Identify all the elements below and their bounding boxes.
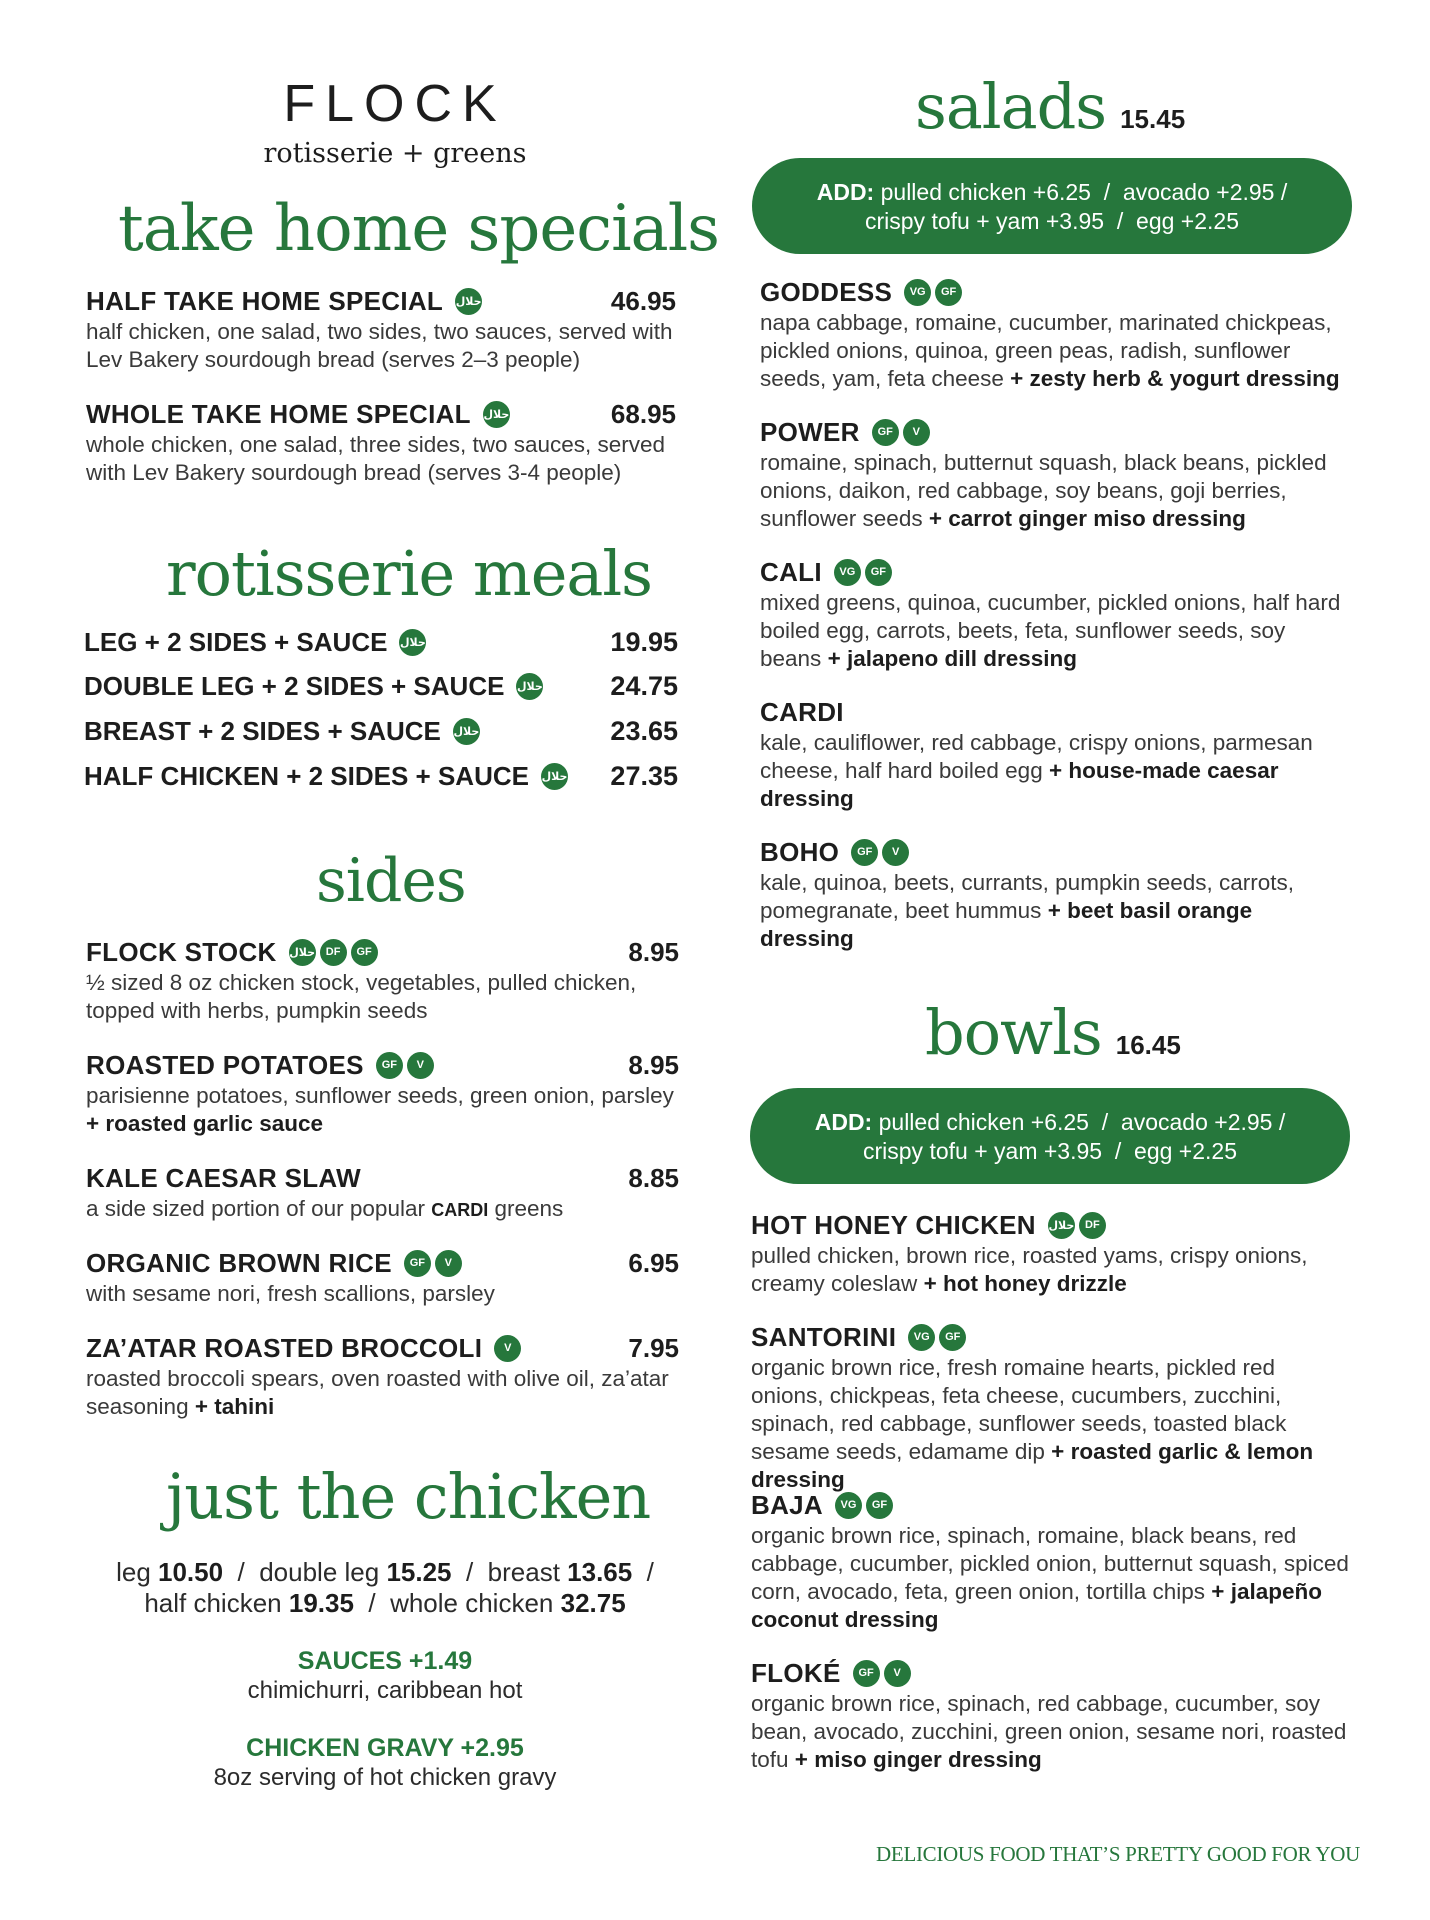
item-name: FLOKÉ xyxy=(751,1657,841,1688)
bowls-price: 16.45 xyxy=(1115,1030,1181,1060)
salad-item xyxy=(760,835,1350,953)
v-badge-icon: V xyxy=(903,419,930,446)
brand-logo xyxy=(0,75,790,169)
item-name: CALI xyxy=(760,556,822,587)
item-name: ORGANIC BROWN RICE xyxy=(86,1247,392,1278)
gf-badge-icon: GF xyxy=(853,1660,880,1687)
bowl-item xyxy=(751,1488,1351,1634)
halal-badge-icon: حلال xyxy=(1048,1212,1075,1239)
chicken-price: 19.35 xyxy=(288,1588,354,1618)
add-price: +2.95 xyxy=(1216,179,1275,205)
salads-title-text: salads xyxy=(915,70,1107,143)
add-option: pulled chicken xyxy=(878,1109,1025,1135)
item-name: GODDESS xyxy=(760,276,893,307)
chicken-label: half chicken xyxy=(144,1588,282,1618)
add-option: avocado xyxy=(1120,1109,1208,1135)
meal-row xyxy=(84,622,678,662)
add-option: egg xyxy=(1136,208,1175,234)
vg-badge-icon: VG xyxy=(835,1492,862,1519)
halal-badge-icon: حلال xyxy=(455,288,482,315)
item-description xyxy=(760,729,1350,813)
v-badge-icon: V xyxy=(494,1335,521,1362)
item-name: CARDI xyxy=(760,696,844,727)
add-label: ADD: xyxy=(816,179,875,205)
side-item xyxy=(86,1048,679,1138)
bowl-item xyxy=(751,1208,1351,1298)
df-badge-icon: DF xyxy=(1079,1212,1106,1239)
halal-badge-icon: حلال xyxy=(453,718,480,745)
just-chicken-title: just the chicken xyxy=(166,1460,651,1533)
item-description-text: mixed greens, quinoa, cucumber, pickled onions, half hard boiled egg, carrots, beets, feta, sunflower seeds, soy beans xyxy=(760,590,1341,671)
item-description xyxy=(760,449,1350,533)
item-price: 8.95 xyxy=(628,1050,679,1080)
v-badge-icon: V xyxy=(407,1052,434,1079)
item-name: ZA’ATAR ROASTED BROCCOLI xyxy=(86,1332,483,1363)
halal-badge-icon: حلال xyxy=(483,401,510,428)
side-item xyxy=(86,1331,679,1421)
salads-title xyxy=(915,70,1185,143)
item-description-text: a side sized portion of our popular xyxy=(86,1196,425,1221)
meal-price: 19.95 xyxy=(610,627,678,657)
salad-item xyxy=(760,695,1350,813)
item-description-text: romaine, spinach, butternut squash, black beans, pickled onions, daikon, red cabbage, soy beans, goji berries, sunflower seeds xyxy=(760,450,1327,531)
item-highlight: CARDI xyxy=(431,1200,489,1220)
meal-price: 23.65 xyxy=(610,716,678,746)
item-name: HOT HONEY CHICKEN xyxy=(751,1209,1036,1240)
add-label: ADD: xyxy=(814,1109,873,1135)
meal-name: BREAST + 2 SIDES + SAUCE xyxy=(84,715,441,746)
item-dressing: + zesty herb & yogurt dressing xyxy=(1010,366,1340,391)
halal-badge-icon: حلال xyxy=(289,939,316,966)
item-description: half chicken, one salad, two sides, two sauces, served with Lev Bakery sourdough bread (serves 2–3 people) xyxy=(86,319,673,372)
item-price: 8.85 xyxy=(628,1163,679,1193)
add-price: +2.95 xyxy=(1214,1109,1273,1135)
meal-row xyxy=(84,711,678,751)
item-name: BAJA xyxy=(751,1489,823,1520)
item-description xyxy=(751,1690,1351,1774)
item-dressing: + carrot ginger miso dressing xyxy=(928,506,1246,531)
item-description-text: roasted broccoli spears, oven roasted with olive oil, za’atar seasoning xyxy=(86,1366,669,1419)
item-price: 7.95 xyxy=(628,1333,679,1363)
take-home-item xyxy=(86,397,676,487)
sides-title: sides xyxy=(316,846,466,916)
salad-item xyxy=(760,415,1350,533)
item-name: KALE CAESAR SLAW xyxy=(86,1162,361,1193)
gravy-heading: CHICKEN GRAVY +2.95 xyxy=(246,1734,524,1762)
chicken-label: leg xyxy=(116,1557,151,1587)
item-dressing: + miso ginger dressing xyxy=(794,1747,1042,1772)
item-price: 6.95 xyxy=(628,1248,679,1278)
item-description-text: organic brown rice, spinach, red cabbage, cucumber, soy bean, avocado, zucchini, green onion, sesame nori, roasted tofu xyxy=(751,1691,1347,1772)
bowls-title-text: bowls xyxy=(925,996,1102,1069)
add-price: +2.25 xyxy=(1178,1138,1237,1164)
item-price: 46.95 xyxy=(610,286,676,316)
rotisserie-title: rotisserie meals xyxy=(166,537,652,610)
gf-badge-icon: GF xyxy=(351,939,378,966)
item-description xyxy=(760,869,1350,953)
meal-name: LEG + 2 SIDES + SAUCE xyxy=(84,626,388,657)
item-description xyxy=(751,1522,1351,1634)
item-description xyxy=(751,1242,1351,1298)
bowls-title xyxy=(925,996,1181,1069)
side-item xyxy=(86,935,679,1025)
gf-badge-icon: GF xyxy=(404,1250,431,1277)
v-badge-icon: V xyxy=(435,1250,462,1277)
item-description xyxy=(760,309,1350,393)
chicken-price: 13.65 xyxy=(567,1557,633,1587)
tagline: DELICIOUS FOOD THAT’S PRETTY GOOD FOR YOU xyxy=(876,1842,1360,1866)
item-name: ROASTED POTATOES xyxy=(86,1049,364,1080)
add-option: pulled chicken xyxy=(880,179,1027,205)
salads-price: 15.45 xyxy=(1120,104,1186,134)
item-description xyxy=(86,1082,679,1138)
take-home-title: take home specials xyxy=(118,192,719,266)
gf-badge-icon: GF xyxy=(939,1324,966,1351)
meal-name: DOUBLE LEG + 2 SIDES + SAUCE xyxy=(84,670,505,701)
meal-row xyxy=(84,666,678,706)
meal-row xyxy=(84,756,678,796)
item-description xyxy=(751,1354,1351,1494)
item-description-text: kale, cauliflower, red cabbage, crispy onions, parmesan cheese, half hard boiled egg xyxy=(760,730,1313,783)
item-description: ½ sized 8 oz chicken stock, vegetables, pulled chicken, topped with herbs, pumpkin seeds xyxy=(86,970,637,1023)
salads-add-ons: ADD: pulled chicken +6.25 / avocado +2.95 / crispy tofu + yam +3.95 / egg +2.25 xyxy=(752,158,1352,254)
item-dressing: + hot honey drizzle xyxy=(923,1271,1127,1296)
item-dressing: + jalapeño coconut dressing xyxy=(751,1579,1322,1632)
vg-badge-icon: VG xyxy=(904,279,931,306)
brand-subtitle: rotisserie + greens xyxy=(263,138,527,169)
item-description-text: napa cabbage, romaine, cucumber, marinated chickpeas, pickled onions, quinoa, green peas, radish, sunflower seeds, yam, feta cheese xyxy=(760,310,1332,391)
sauces-list: chimichurri, caribbean hot xyxy=(247,1677,523,1704)
item-description xyxy=(86,1365,679,1421)
item-description-text: kale, quinoa, beets, currants, pumpkin seeds, carrots, pomegranate, beet hummus xyxy=(760,870,1295,923)
chicken-price: 10.50 xyxy=(158,1557,224,1587)
salad-item xyxy=(760,275,1350,393)
gf-badge-icon: GF xyxy=(935,279,962,306)
item-name: SANTORINI xyxy=(751,1321,897,1352)
chicken-price: 32.75 xyxy=(560,1588,626,1618)
item-name: BOHO xyxy=(760,836,840,867)
add-option: egg xyxy=(1134,1138,1173,1164)
item-dressing: + house-made caesar dressing xyxy=(760,758,1279,811)
add-price: +3.95 xyxy=(1045,208,1105,234)
chicken-price: 15.25 xyxy=(386,1557,452,1587)
item-description-text: organic brown rice, fresh romaine hearts, pickled red onions, chickpeas, feta cheese, cucumbers, zucchini, spinach, red cabbage, sunflower seeds, toasted black sesame seeds, edamame dip xyxy=(751,1355,1287,1464)
item-description: with sesame nori, fresh scallions, parsley xyxy=(86,1281,495,1306)
item-dressing: + tahini xyxy=(194,1394,275,1419)
sauces-block xyxy=(0,1647,770,1705)
add-price: +6.25 xyxy=(1030,1109,1089,1135)
gf-badge-icon: GF xyxy=(866,1492,893,1519)
add-price: +6.25 xyxy=(1032,179,1091,205)
item-description-text: parisienne potatoes, sunflower seeds, green onion, parsley xyxy=(86,1083,674,1108)
item-dressing: + beet basil orange dressing xyxy=(760,898,1253,951)
item-description-text: organic brown rice, spinach, romaine, black beans, red cabbage, cucumber, pickled onion, butternut squash, spiced corn, avocado, feta, green onion, tortilla chips xyxy=(751,1523,1349,1604)
add-price: +3.95 xyxy=(1043,1138,1103,1164)
df-badge-icon: DF xyxy=(320,939,347,966)
meal-name: HALF CHICKEN + 2 SIDES + SAUCE xyxy=(84,760,529,791)
vg-badge-icon: VG xyxy=(834,559,861,586)
bowl-item xyxy=(751,1320,1351,1494)
item-price: 68.95 xyxy=(610,399,676,429)
gravy-description: 8oz serving of hot chicken gravy xyxy=(213,1764,557,1791)
vg-badge-icon: VG xyxy=(908,1324,935,1351)
salad-item xyxy=(760,555,1350,673)
chicken-label: double leg xyxy=(259,1557,380,1587)
item-description xyxy=(86,1195,679,1224)
bowl-item xyxy=(751,1656,1351,1774)
sauces-heading: SAUCES +1.49 xyxy=(297,1647,473,1675)
item-description-text: pulled chicken, brown rice, roasted yams, crispy onions, creamy coleslaw xyxy=(751,1243,1308,1296)
item-name: POWER xyxy=(760,416,860,447)
meal-price: 27.35 xyxy=(610,761,678,791)
add-option: crispy tofu + yam xyxy=(865,208,1040,234)
item-description xyxy=(760,589,1350,673)
v-badge-icon: V xyxy=(884,1660,911,1687)
add-price: +2.25 xyxy=(1180,208,1239,234)
brand-name: FLOCK xyxy=(283,75,507,133)
gf-badge-icon: GF xyxy=(851,839,878,866)
add-option: avocado xyxy=(1122,179,1210,205)
v-badge-icon: V xyxy=(882,839,909,866)
halal-badge-icon: حلال xyxy=(541,763,568,790)
meal-price: 24.75 xyxy=(610,671,678,701)
chicken-label: whole chicken xyxy=(390,1588,554,1618)
item-description: whole chicken, one salad, three sides, two sauces, served with Lev Bakery sourdough bread (serves 3-4 people) xyxy=(86,432,666,485)
item-name: FLOCK STOCK xyxy=(86,936,277,967)
halal-badge-icon: حلال xyxy=(516,673,543,700)
item-name: WHOLE TAKE HOME SPECIAL xyxy=(86,398,471,429)
gf-badge-icon: GF xyxy=(376,1052,403,1079)
gf-badge-icon: GF xyxy=(872,419,899,446)
item-dressing: + roasted garlic & lemon dressing xyxy=(751,1439,1314,1492)
chicken-price-list: leg 10.50 / double leg 15.25 / breast 13.65 / half chicken 19.35 / whole chicken 32.75 xyxy=(116,1557,654,1618)
gravy-block xyxy=(0,1734,770,1792)
bowls-add-ons: ADD: pulled chicken +6.25 / avocado +2.95 / crispy tofu + yam +3.95 / egg +2.25 xyxy=(750,1088,1350,1184)
halal-badge-icon: حلال xyxy=(399,629,426,656)
gf-badge-icon: GF xyxy=(865,559,892,586)
item-name: HALF TAKE HOME SPECIAL xyxy=(86,285,444,316)
add-option: crispy tofu + yam xyxy=(863,1138,1038,1164)
chicken-label: breast xyxy=(487,1557,560,1587)
take-home-item xyxy=(86,284,676,374)
item-dressing: + jalapeno dill dressing xyxy=(827,646,1078,671)
side-item xyxy=(86,1246,679,1308)
item-price: 8.95 xyxy=(628,937,679,967)
item-description-text: greens xyxy=(494,1196,564,1221)
side-item xyxy=(86,1161,679,1224)
item-dressing: + roasted garlic sauce xyxy=(86,1111,323,1136)
